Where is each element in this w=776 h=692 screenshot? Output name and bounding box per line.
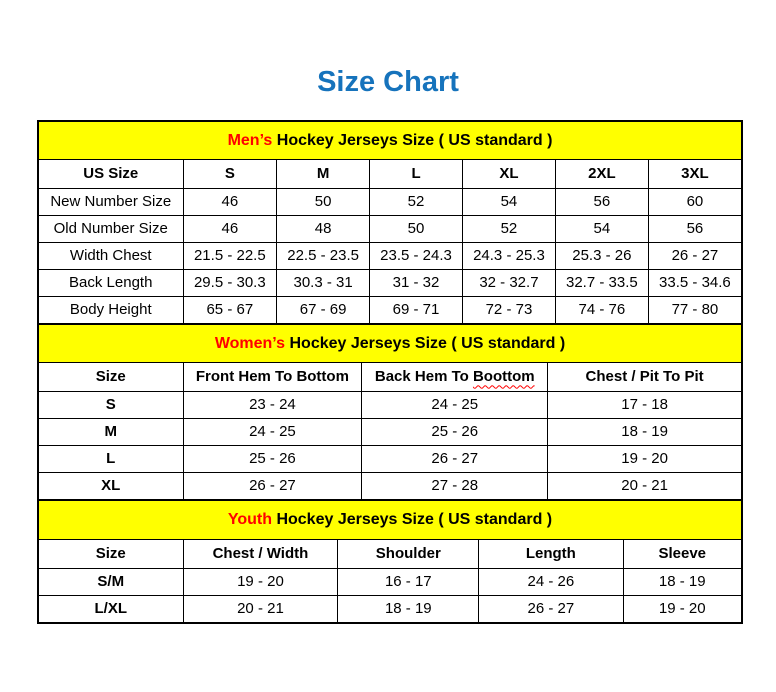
column-header [38,539,183,568]
column-header [370,160,463,189]
row-label: L [38,446,183,473]
size-value: 33.5 - 34.6 [648,270,742,297]
table-row [38,419,742,446]
mens-section-heading-row [38,121,742,160]
mens-table-body [38,121,742,324]
column-header-label: 3XL [681,165,709,183]
size-value: 23.5 - 24.3 [370,243,463,270]
youth-section-heading-row [38,500,742,539]
womens-heading-rest: Hockey Jerseys Size ( US standard ) [285,335,566,353]
mens-section-heading [38,121,742,160]
column-header-label: 2XL [588,165,616,183]
table-row [38,189,742,216]
womens-table-body [38,324,742,500]
column-header [38,160,183,189]
size-value: 20 - 21 [183,595,338,623]
size-value: 26 - 27 [183,473,362,501]
size-tables-container [37,120,743,624]
column-header-label: Chest / Width [212,544,309,562]
size-value: 60 [648,189,742,216]
size-value: 26 - 27 [648,243,742,270]
size-value: 18 - 19 [548,419,742,446]
size-value: 19 - 20 [548,446,742,473]
size-value: 69 - 71 [370,297,463,325]
column-header [462,160,555,189]
column-header [362,363,548,392]
column-header-label: XL [499,165,519,183]
youth-heading-accent: Youth [227,511,272,529]
column-header-label: US Size [83,165,139,183]
size-value: 24.3 - 25.3 [462,243,555,270]
column-header-label: Size [95,368,126,386]
column-header [548,363,742,392]
row-label: Body Height [38,297,183,325]
size-value: 26 - 27 [362,446,548,473]
column-header [183,539,338,568]
column-header-label: M [316,165,330,183]
size-value: 46 [183,216,277,243]
column-header [277,160,370,189]
size-value: 25 - 26 [362,419,548,446]
youth-table-body [38,500,742,622]
row-label: M [38,419,183,446]
size-value: 22.5 - 23.5 [277,243,370,270]
size-value: 77 - 80 [648,297,742,325]
column-header-label: Front Hem To Bottom [195,368,349,386]
size-value: 56 [648,216,742,243]
column-header [623,539,742,568]
size-value: 17 - 18 [548,392,742,419]
column-header-label: Sleeve [658,544,707,562]
youth-heading-rest: Hockey Jerseys Size ( US standard ) [272,511,553,529]
row-label: New Number Size [38,189,183,216]
table-row [38,446,742,473]
size-value: 54 [555,216,648,243]
womens-column-header-row [38,363,742,392]
womens-size-table [37,323,743,501]
size-value: 19 - 20 [623,595,742,623]
row-label: XL [38,473,183,501]
size-value: 52 [370,189,463,216]
womens-section-heading-row [38,324,742,363]
column-header [338,539,479,568]
size-value: 32.7 - 33.5 [555,270,648,297]
column-header-label: L [411,165,421,183]
row-label: S [38,392,183,419]
table-row [38,270,742,297]
table-row [38,392,742,419]
column-header-label: S [224,165,235,183]
size-value: 54 [462,189,555,216]
size-value: 24 - 25 [183,419,362,446]
youth-column-header-row [38,539,742,568]
size-value: 31 - 32 [370,270,463,297]
row-label: S/M [38,568,183,595]
mens-column-header-row [38,160,742,189]
size-value: 30.3 - 31 [277,270,370,297]
size-value: 23 - 24 [183,392,362,419]
size-value: 25 - 26 [183,446,362,473]
size-value: 16 - 17 [338,568,479,595]
misspelled-word: Boottom [472,368,535,386]
size-value: 32 - 32.7 [462,270,555,297]
table-row [38,568,742,595]
size-value: 18 - 19 [623,568,742,595]
size-value: 25.3 - 26 [555,243,648,270]
table-row [38,243,742,270]
size-value: 26 - 27 [479,595,623,623]
column-header-label: Length [525,544,576,562]
mens-heading-rest: Hockey Jerseys Size ( US standard ) [272,132,553,149]
column-header-label: Shoulder [375,544,441,562]
column-header [648,160,742,189]
size-value: 46 [183,189,277,216]
size-value: 19 - 20 [183,568,338,595]
size-value: 72 - 73 [462,297,555,325]
size-value: 20 - 21 [548,473,742,501]
size-value: 67 - 69 [277,297,370,325]
size-value: 52 [462,216,555,243]
column-header-label: Size [95,544,126,562]
column-header [479,539,623,568]
mens-size-table [37,120,743,325]
size-value: 24 - 25 [362,392,548,419]
table-row [38,595,742,623]
size-value: 21.5 - 22.5 [183,243,277,270]
column-header [38,363,183,392]
row-label: Back Length [38,270,183,297]
size-value: 48 [277,216,370,243]
womens-section-heading [38,324,742,363]
size-value: 56 [555,189,648,216]
mens-heading-accent: Men’s [227,132,273,149]
youth-section-heading [38,500,742,539]
table-row [38,473,742,501]
column-header-label: Chest / Pit To Pit [585,368,704,386]
column-header [555,160,648,189]
size-value: 27 - 28 [362,473,548,501]
column-header [183,363,362,392]
table-row [38,216,742,243]
row-label: Old Number Size [38,216,183,243]
womens-heading-accent: Women’s [214,335,286,353]
size-value: 65 - 67 [183,297,277,325]
size-value: 24 - 26 [479,568,623,595]
row-label: Width Chest [38,243,183,270]
row-label: L/XL [38,595,183,623]
table-row [38,297,742,325]
youth-size-table [37,499,743,623]
size-value: 50 [277,189,370,216]
size-value: 29.5 - 30.3 [183,270,277,297]
size-value: 50 [370,216,463,243]
size-value: 74 - 76 [555,297,648,325]
column-header [183,160,277,189]
size-value: 18 - 19 [338,595,479,623]
page-title: Size Chart [317,66,459,98]
column-header-label: Back Hem To [374,368,469,386]
